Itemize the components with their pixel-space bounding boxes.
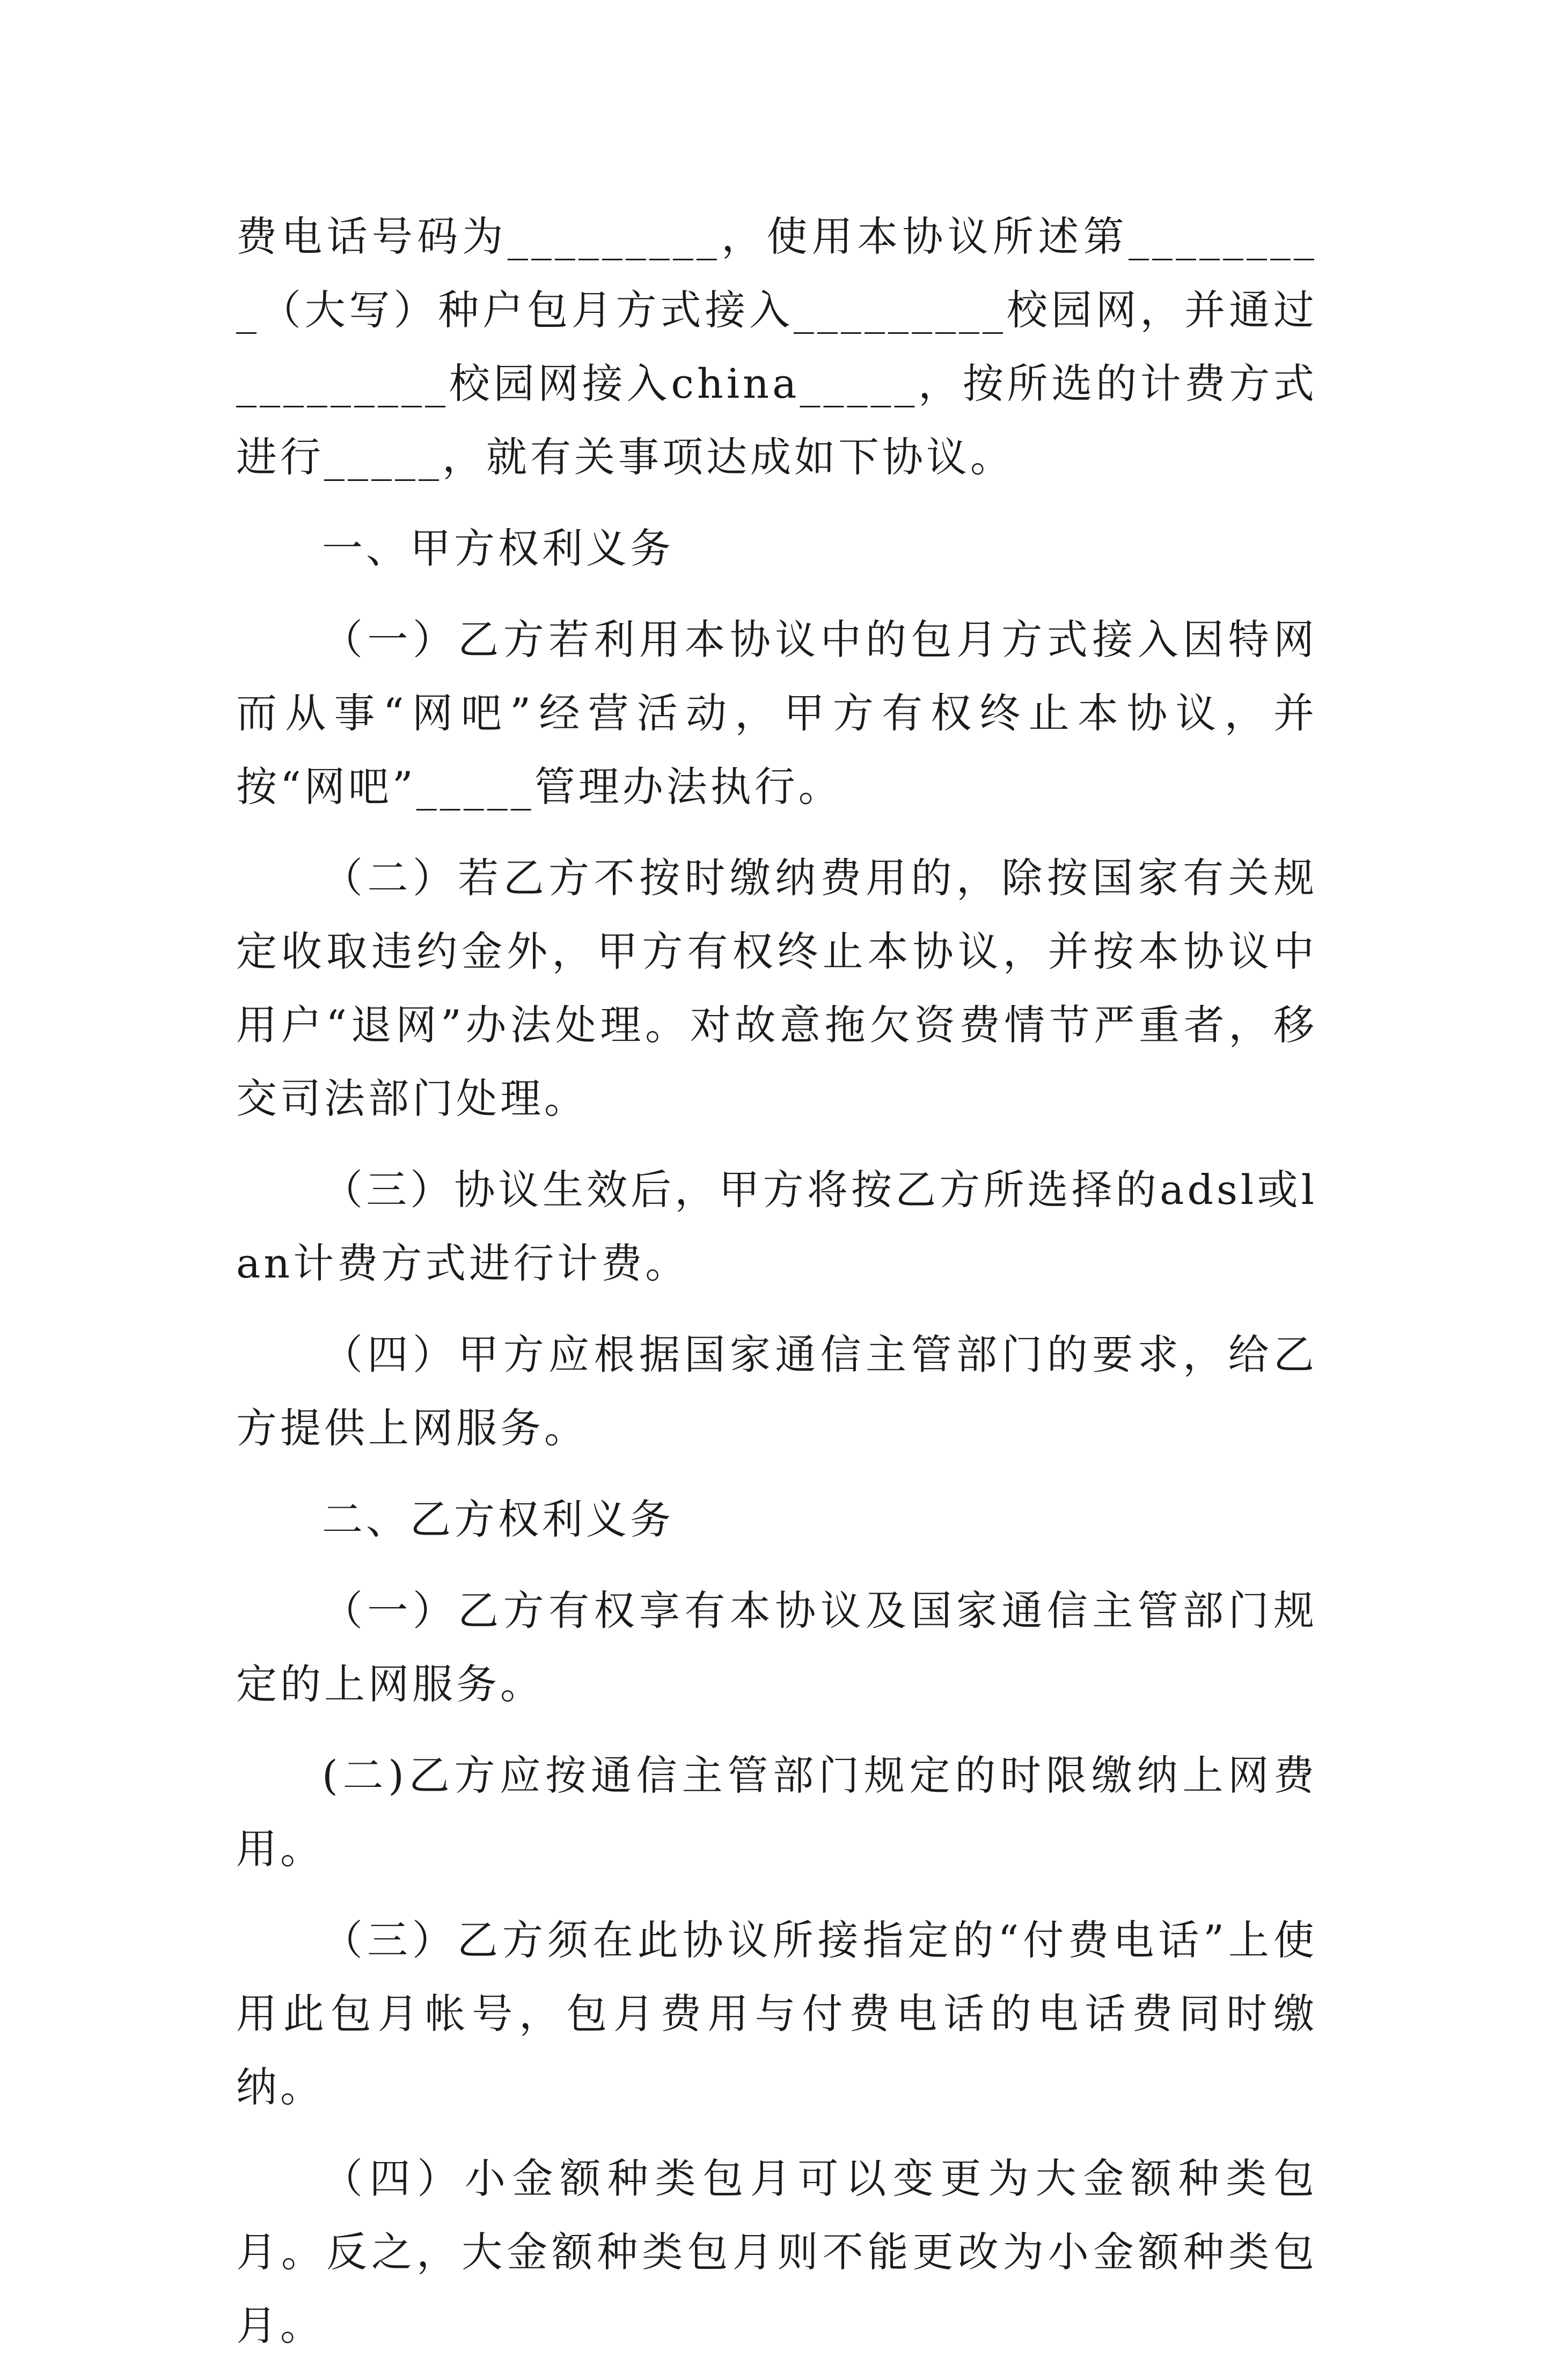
section-heading-party-b: 二、乙方权利义务 [322,1495,674,1543]
party-b-clause-2: (二)乙方应按通信主管部门规定的时限缴纳上网费用。 [236,1751,1317,1873]
party-a-clause-3: （三）协议生效后，甲方将按乙方所选择的adsl或lan计费方式进行计费。 [236,1166,1317,1287]
party-a-clause-4: （四）甲方应根据国家通信主管部门的要求，给乙方提供上网服务。 [236,1331,1317,1452]
section-heading-party-a: 一、甲方权利义务 [322,524,674,572]
party-b-clause-4: （四）小金额种类包月可以变更为大金额种类包月。反之，大金额种类包月则不能更改为小金额种类包月。 [236,2155,1317,2349]
intro-paragraph: 费电话号码为_________，使用本协议所述第_________（大写）种户包月方式接入_________校园网，并通过_________校园网接入china_____，按所选的计费方式进行_____，就有关事项达成如下协议。 [236,213,1317,481]
party-b-clause-1: （一）乙方有权享有本协议及国家通信主管部门规定的上网服务。 [236,1587,1317,1708]
party-a-clause-1: （一）乙方若利用本协议中的包月方式接入因特网而从事“网吧”经营活动，甲方有权终止本协议，并按“网吧”_____管理办法执行。 [236,616,1317,811]
document-body [236,200,1317,2380]
party-a-clause-2: （二）若乙方不按时缴纳费用的，除按国家有关规定收取违约金外，甲方有权终止本协议，并按本协议中用户“退网”办法处理。对故意拖欠资费情节严重者，移交司法部门处理。 [236,854,1317,1122]
party-b-clause-3: （三）乙方须在此协议所接指定的“付费电话”上使用此包月帐号，包月费用与付费电话的电话费同时缴纳。 [236,1916,1317,2111]
